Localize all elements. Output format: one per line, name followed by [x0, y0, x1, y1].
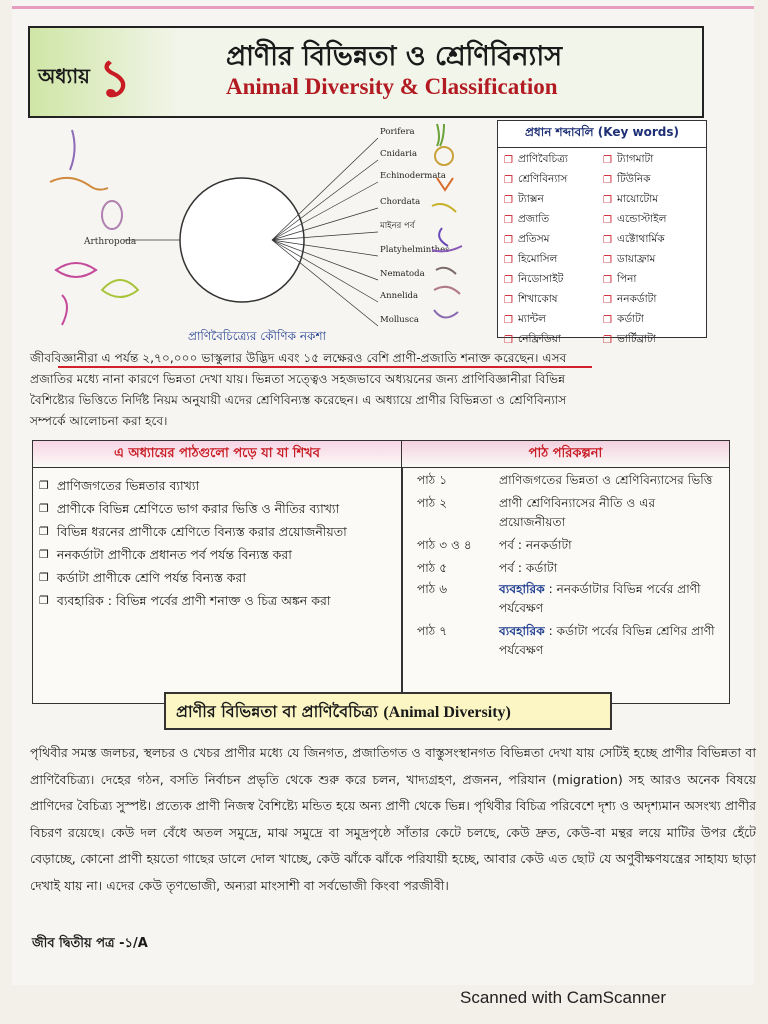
phylum-ray — [272, 138, 378, 240]
checkbox-icon: ❐ — [504, 215, 513, 226]
chapter-number: ১ — [98, 48, 132, 109]
checkbox-icon: ❐ — [504, 255, 513, 266]
plan-lesson-text: ব্যবহারিক : ননকর্ডাটার বিভিন্ন পর্বের প্রাণী পর্যবেক্ষণ — [499, 582, 701, 615]
page-footer: জীব দ্বিতীয় পত্র -১/A — [32, 936, 148, 951]
intro-line: জীববিজ্ঞানীরা এ পর্যন্ত ২,৭০,০০০ ভাস্কুলার উদ্ভিদ এবং ১৫ লক্ষেরও বেশি প্রাণী-প্রজাতি শনাক্ত করেছেন। এসব — [30, 351, 567, 365]
intro-line: সম্পর্কে আলোচনা করা হবে। — [30, 414, 168, 428]
phylum-ray — [272, 240, 378, 326]
keyword-text: শ্রেণিবিন্যাস — [517, 173, 568, 185]
checkbox-icon: ❐ — [39, 502, 49, 515]
checkbox-icon: ❐ — [603, 155, 612, 166]
keyword-item — [603, 332, 702, 349]
checkbox-icon: ❐ — [603, 315, 612, 326]
plan-lesson-number: পাঠ ৬ — [417, 582, 448, 596]
plan-lesson-number: পাঠ ৩ ও ৪ — [417, 538, 472, 552]
arthropod-illustrations — [50, 130, 138, 325]
plan-lesson-number: পাঠ ৫ — [417, 561, 448, 575]
keyword-item — [603, 232, 702, 249]
keyword-item — [603, 252, 702, 269]
plan-lesson-number: পাঠ ২ — [417, 496, 448, 510]
plan-lesson-number: পাঠ ১ — [417, 473, 448, 487]
plan-row — [409, 494, 725, 532]
learn-item-text: প্রাণীকে বিভিন্ন শ্রেণিতে ভাগ করার ভিত্তি ও নীতির ব্যাখ্যা — [56, 501, 340, 516]
phyla-illustrations — [432, 124, 462, 318]
keyword-text: এন্ডোস্টাইল — [616, 213, 667, 225]
learn-item-text: ননকর্ডাটা প্রাণীকে প্রধানত পর্ব পর্যন্ত বিন্যস্ত করা — [56, 547, 292, 562]
plan-lesson-number: পাঠ ৭ — [417, 624, 448, 638]
keyword-item — [504, 192, 603, 209]
checkbox-icon: ❐ — [504, 155, 513, 166]
diagram-caption: প্রাণিবৈচিত্র্যের কৌণিক নকশা — [188, 329, 327, 343]
plan-lesson-text: ব্যবহারিক : কর্ডাটা পর্বের বিভিন্ন শ্রেণির প্রাণী পর্যবেক্ষণ — [499, 624, 715, 657]
keyword-item — [603, 212, 702, 229]
book-page — [12, 0, 754, 985]
keyword-item — [504, 292, 603, 309]
keyword-text: ম্যান্টল — [517, 313, 546, 325]
learn-item-text: ব্যবহারিক : বিভিন্ন পর্বের প্রাণী শনাক্ত ও চিত্র অঙ্কন করা — [56, 593, 331, 608]
learn-item — [39, 498, 391, 519]
phylum-label: Porifera — [380, 127, 415, 137]
checkbox-icon: ❐ — [603, 215, 612, 226]
keyword-item — [603, 152, 702, 169]
phylum-label: Nematoda — [380, 269, 425, 279]
keyword-text: হিমোসিল — [517, 253, 558, 265]
section-title-bn: প্রাণীর বিভিন্নতা বা প্রাণিবৈচিত্র্য — [176, 702, 378, 721]
keyword-item — [603, 312, 702, 329]
keyword-item — [504, 232, 603, 249]
checkbox-icon: ❐ — [504, 235, 513, 246]
plan-lesson-text: প্রাণী শ্রেণিবিন্যাসের নীতি ও এর প্রয়োজনীয়তা — [499, 496, 656, 529]
checkbox-icon: ❐ — [603, 235, 612, 246]
keyword-text: ট্যাগমাটা — [616, 153, 654, 165]
plan-lesson-text: প্রাণিজগতের ভিন্নতা ও শ্রেণিবিন্যাসের ভিত্তি — [499, 473, 713, 487]
arthropoda-label: Arthropoda — [84, 237, 137, 247]
learn-item-text: বিভিন্ন ধরনের প্রাণীকে শ্রেণিতে বিন্যস্ত করার প্রয়োজনীয়তা — [56, 524, 347, 539]
section-banner — [164, 692, 612, 730]
keyword-item — [603, 172, 702, 189]
checkbox-icon: ❐ — [39, 548, 49, 561]
keyword-text: পিনা — [616, 273, 637, 285]
keyword-item — [504, 212, 603, 229]
section-title-en: (Animal Diversity) — [383, 704, 511, 721]
keyword-item — [603, 292, 702, 309]
keyword-text: টিউনিক — [616, 173, 651, 185]
learn-item-text: কর্ডাটা প্রাণীকে শ্রেণি পর্যন্ত বিন্যস্ত করা — [56, 570, 247, 585]
keyword-item — [504, 252, 603, 269]
keyword-text: প্রাণিবৈচিত্র্য — [517, 153, 568, 165]
keyword-text: ভার্টিব্রাটা — [616, 333, 656, 345]
learn-list — [39, 475, 391, 613]
keywords-title: প্রধান শব্দাবলি (Key words) — [498, 121, 706, 148]
chapter-title-bn: প্রাণীর বিভিন্নতা ও শ্রেণিবিন্যাস — [226, 41, 563, 72]
keyword-text: প্রজাতি — [517, 213, 550, 225]
checkbox-icon: ❐ — [39, 525, 49, 538]
checkbox-icon: ❐ — [603, 195, 612, 206]
phylum-label: মাইনর পর্ব — [380, 221, 415, 231]
keyword-item — [504, 332, 603, 349]
checkbox-icon: ❐ — [39, 571, 49, 584]
plan-header: পাঠ পরিকল্পনা — [402, 441, 729, 468]
keyword-text: নিডোসাইট — [517, 273, 564, 285]
learn-item — [39, 521, 391, 542]
checkbox-icon: ❐ — [504, 315, 513, 326]
learn-item — [39, 567, 391, 588]
chapter-title-en: Animal Diversity & Classification — [226, 74, 558, 99]
checkbox-icon: ❐ — [603, 275, 612, 286]
keyword-item — [504, 152, 603, 169]
diversity-circle — [180, 178, 304, 302]
checkbox-icon: ❐ — [39, 479, 49, 492]
practical-label: ব্যবহারিক — [499, 624, 545, 638]
phylum-label: Cnidaria — [380, 149, 418, 159]
keyword-item — [603, 272, 702, 289]
keywords-box — [497, 120, 707, 346]
plan-row — [409, 580, 725, 618]
plan-row — [409, 471, 725, 490]
checkbox-icon: ❐ — [39, 594, 49, 607]
body-paragraph: পৃথিবীর সমস্ত জলচর, স্থলচর ও খেচর প্রাণীর মধ্যে যে জিনগত, প্রজাতিগত ও বাস্তুসংস্থানগত বিভিন্নতা দেখা যায় সেটিই হচ্ছে প্রাণীর বিভিন্নতা বা প্রাণিবৈচিত্র্য। দেহের গঠন, বসতি নির্বাচন প্রভৃতি থেকে শুরু করে চলন, খাদ্যগ্রহণ, প্রজনন, পরিযান (migration) সহ আরও অনেক বিষয়ে প্রাণিদের বৈচিত্র্য সুস্পষ্ট। প্রত্যেক প্রাণী নিজস্ব বৈশিষ্ট্যে মন্ডিত হয়ে অন্য প্রাণী থেকে ভিন্ন। পৃথিবীর বিচিত্র পরিবেশে দৃশ্য ও অদৃশ্যমান অসংখ্য প্রাণীর বিচরণ রয়েছে। কেউ দল বেঁধে অতল সমুদ্রে, মাঝ সমুদ্রে বা সমুদ্রপৃষ্ঠে সাঁতার কেটে চলছে, কেউ দ্রুত, কেউ-বা মন্থর লয়ে মাটির উপর হেঁটে বেড়াচ্ছে, কোনো প্রাণী হয়তো গাছের ডালে দোল খাচ্ছে, কেউ ঝাঁকে ঝাঁকে পরিযায়ী হচ্ছে, আবার কেউ এত ছোট যে অণুবীক্ষণযন্ত্রের সাহায্য ছাড়া দেখাই যায় না। এদের কেউ তৃণভোজী, অন্যরা মাংসাশী বা সর্বভোজী কিংবা পরজীবী। — [30, 745, 756, 893]
plan-list — [409, 471, 725, 664]
intro-red-underline — [58, 366, 592, 368]
keywords-grid — [498, 148, 706, 349]
keyword-text: ট্যাক্সন — [517, 193, 544, 205]
checkbox-icon: ❐ — [603, 255, 612, 266]
phylum-label: Platyhelminthes — [380, 245, 450, 255]
keyword-item — [603, 192, 702, 209]
phylum-label: Mollusca — [380, 315, 419, 325]
chapter-word: অধ্যায় — [38, 64, 90, 88]
checkbox-icon: ❐ — [603, 295, 612, 306]
learn-item-text: প্রাণিজগতের ভিন্নতার ব্যাখ্যা — [56, 478, 200, 493]
scanner-watermark: Scanned with CamScanner — [460, 988, 667, 1007]
plan-row — [409, 536, 725, 555]
table-divider — [401, 467, 403, 703]
keyword-text: মায়োটোম — [616, 193, 659, 205]
plan-lesson-text: পর্ব : কর্ডাটা — [499, 561, 558, 575]
keyword-item — [504, 272, 603, 289]
keyword-text: নেফ্রিডিয়া — [517, 333, 561, 345]
learn-item — [39, 475, 391, 496]
angular-diversity-diagram — [42, 120, 482, 346]
keyword-text: প্রতিসম — [517, 233, 550, 245]
checkbox-icon: ❐ — [504, 275, 513, 286]
checkbox-icon: ❐ — [504, 295, 513, 306]
keyword-text: শিখাকোষ — [517, 293, 558, 305]
lesson-table — [32, 440, 730, 704]
checkbox-icon: ❐ — [504, 195, 513, 206]
checkbox-icon: ❐ — [504, 335, 513, 346]
learn-item — [39, 544, 391, 565]
checkbox-icon: ❐ — [504, 175, 513, 186]
practical-label: ব্যবহারিক — [499, 582, 545, 596]
keyword-text: এক্টোথার্মিক — [616, 233, 665, 245]
checkbox-icon: ❐ — [603, 335, 612, 346]
plan-row — [409, 622, 725, 660]
keyword-item — [504, 312, 603, 329]
plan-row — [409, 559, 725, 578]
learn-header: এ অধ্যায়ের পাঠগুলো পড়ে যা যা শিখব — [33, 441, 402, 468]
intro-paragraph — [30, 348, 730, 432]
keyword-text: ননকর্ডাটা — [616, 293, 657, 305]
section-title — [176, 699, 511, 726]
chapter-header — [28, 26, 704, 118]
keyword-text: কর্ডাটা — [616, 313, 644, 325]
checkbox-icon: ❐ — [603, 175, 612, 186]
intro-line: প্রজাতির মধ্যে নানা কারণে ভিন্নতা দেখা যায়। ভিন্নতা সত্ত্বেও সহজভাবে অধ্যয়নের জন্য প্রাণিবিজ্ঞানীরা বিভিন্ন — [30, 372, 566, 386]
top-pink-rule — [12, 6, 754, 9]
learn-item — [39, 590, 391, 611]
phylum-label: Annelida — [380, 291, 419, 301]
keyword-item — [504, 172, 603, 189]
diagram-svg — [42, 120, 482, 346]
intro-line: বৈশিষ্ট্যের ভিত্তিতে নির্দিষ্ট নিয়ম অনুযায়ী এদের শ্রেণিবিন্যস্ত করেছেন। এ অধ্যায়ে প্রাণীর বিভিন্নতা ও শ্রেণিবিন্যাস — [30, 393, 567, 407]
phylum-label: Echinodermata — [380, 171, 446, 181]
keyword-text: ডায়াফ্রাম — [616, 253, 656, 265]
phylum-label: Chordata — [380, 197, 421, 207]
plan-lesson-text: পর্ব : ননকর্ডাটা — [499, 538, 572, 552]
